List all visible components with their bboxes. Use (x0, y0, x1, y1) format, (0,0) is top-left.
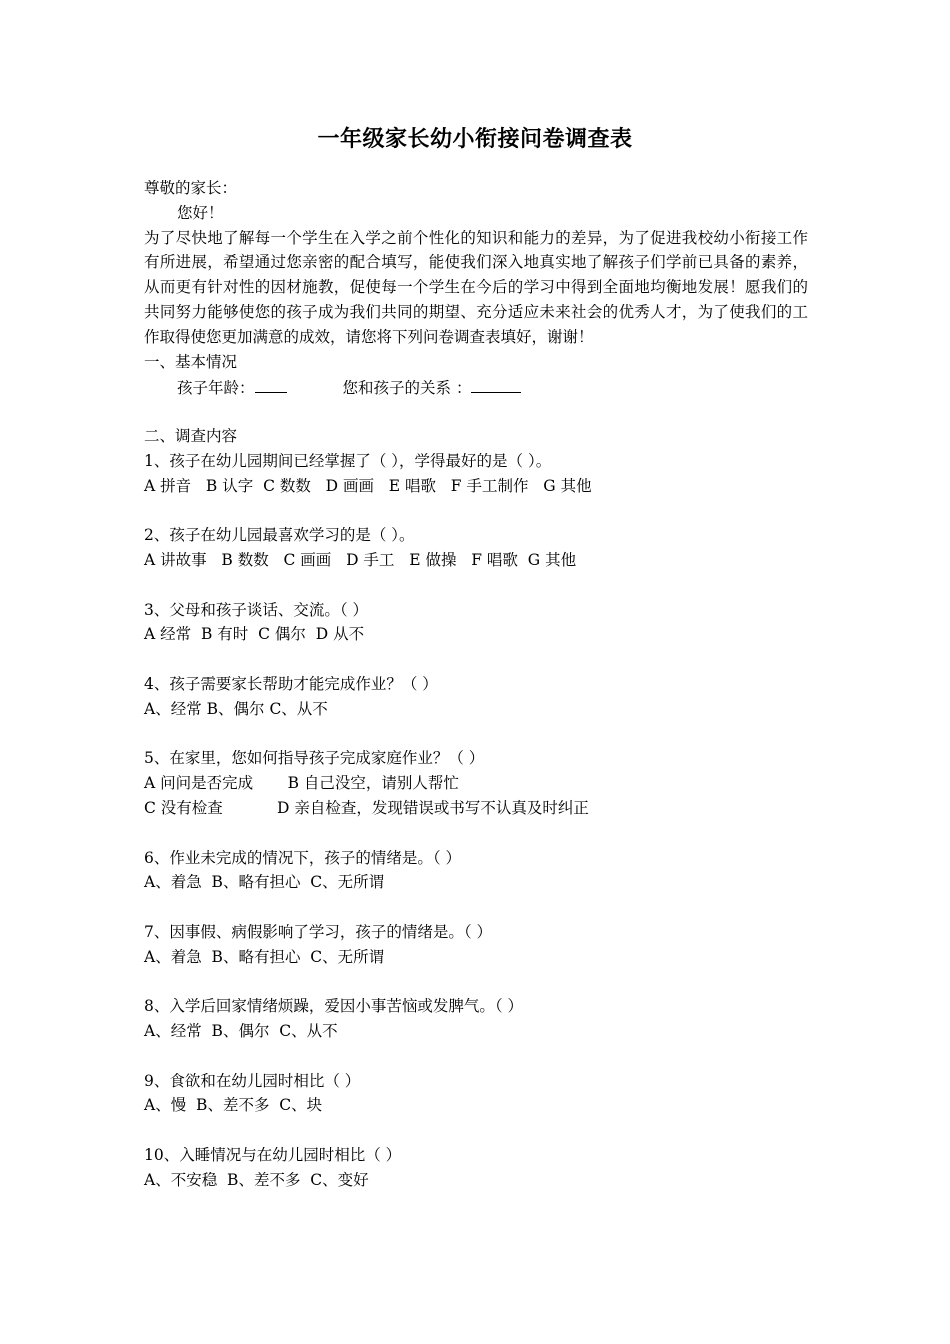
basic-info-row (144, 374, 808, 399)
question-7-options: A、着急 B、略有担心 C、无所谓 (144, 947, 385, 966)
greeting: 尊敬的家长： (144, 179, 238, 197)
page-title: 一年级家长幼小衔接问卷调查表 (317, 126, 633, 152)
question-5-options: C 没有检查 D 亲自检查，发现错误或书写不认真及时纠正 (144, 798, 589, 817)
question-6: 6、作业未完成的情况下，孩子的情绪是。（ ） (144, 848, 462, 867)
question-3: 3、父母和孩子谈话、交流。（ ） (144, 600, 369, 619)
question-4-options: A、经常 B、偶尔 C、从不 (144, 699, 328, 718)
question-list (144, 449, 808, 1193)
question-10: 10、入睡情况与在幼儿园时相比（ ） (144, 1146, 402, 1165)
question-1: 1、孩子在幼儿园期间已经掌握了（ ），学得最好的是（ ）。 (144, 451, 552, 470)
question-6-options: A、着急 B、略有担心 C、无所谓 (144, 873, 385, 892)
hello-line: 您好！ (177, 203, 224, 222)
question-4: 4、孩子需要家长帮助才能完成作业？（ ） (144, 674, 438, 693)
relation-label: 您和孩子的关系 ： (342, 379, 472, 398)
question-3-options: A 经常 B 有时 C 偶尔 D 从不 (144, 625, 365, 644)
question-8-options: A、经常 B、偶尔 C、从不 (144, 1022, 338, 1041)
child-age-field[interactable] (255, 374, 287, 393)
relation-field[interactable] (471, 374, 521, 393)
document-body (144, 176, 808, 1193)
question-10-options: A、不安稳 B、差不多 C、变好 (144, 1170, 369, 1189)
child-age-label: 孩子年龄： (177, 379, 255, 398)
question-9-options: A、慢 B、差不多 C、块 (144, 1096, 323, 1115)
question-5: 5、在家里，您如何指导孩子完成家庭作业？（ ） (144, 749, 485, 768)
intro-paragraph: 为了尽快地了解每一个学生在入学之前个性化的知识和能力的差异，为了促进我校幼小衔接工作有所进展，希望通过您亲密的配合填写，能使我们深入地真实地了解孩子们学前已具备的素养，从而更有针对性的因材施教，促使每一个学生在今后的学习中得到全面地均衡地发展！愿我们的共同努力能够使您的孩子成为我们共同的期望、充分适应未来社会的优秀人才，为了使我们的工作取得使您更加满意的成效，请您将下列问卷调查表填好，谢谢！ (144, 228, 808, 346)
question-2: 2、孩子在幼儿园最喜欢学习的是（ ）。 (144, 526, 415, 545)
question-5-options: A 问问是否完成 B 自己没空，请别人帮忙 (144, 774, 459, 793)
section-basic-heading: 一、基本情况 (144, 352, 238, 371)
section-survey-heading: 二、调查内容 (144, 426, 238, 445)
question-1-options: A 拼音 B 认字 C 数数 D 画画 E 唱歌 F 手工制作 G 其他 (144, 476, 592, 495)
question-9: 9、食欲和在幼儿园时相比（ ） (144, 1071, 361, 1090)
question-8: 8、入学后回家情绪烦躁，爱因小事苦恼或发脾气。（ ） (144, 997, 524, 1016)
question-2-options: A 讲故事 B 数数 C 画画 D 手工 E 做操 F 唱歌 G 其他 (144, 550, 577, 569)
question-7: 7、因事假、病假影响了学习，孩子的情绪是。（ ） (144, 922, 493, 941)
